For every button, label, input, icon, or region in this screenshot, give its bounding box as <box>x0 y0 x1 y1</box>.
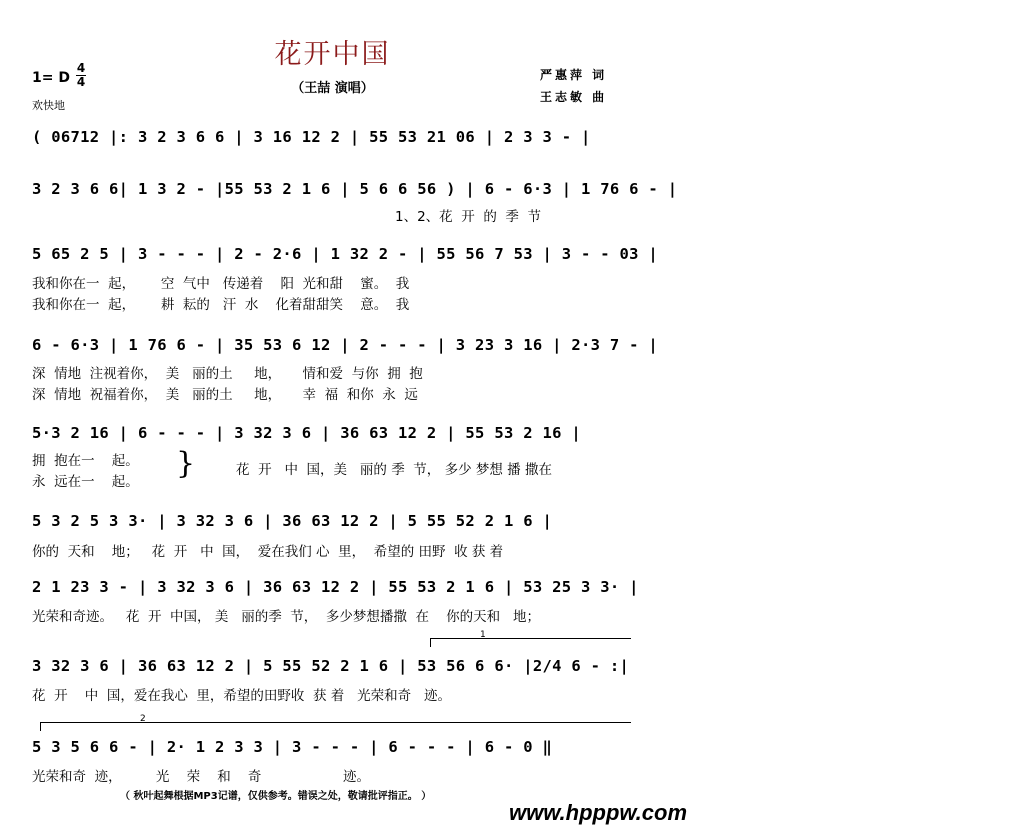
lyric-row-1: 1、2、花 开 的 季 节 <box>395 209 542 225</box>
notation-row-6: 5 3 2 5 3 3· | 3 32 3 6 | 36 63 12 2 | 5 55 52 2 1 6 | <box>32 512 553 530</box>
lyric-row-3a: 深 情地 注视着你， 美 丽的土 地， 情和爱 与你 拥 抱 <box>32 366 423 382</box>
volta-2-number: 2 <box>140 714 146 724</box>
time-signature-bottom: 4 <box>76 75 86 89</box>
lyric-row-2a: 我和你在一 起， 空 气中 传递着 阳 光和甜 蜜。 我 <box>32 276 410 292</box>
notation-row-5: 5·3 2 16 | 6 - - - | 3 32 3 6 | 36 63 12 2 | 55 53 2 16 | <box>32 424 582 442</box>
lyric-brace: } <box>176 446 196 481</box>
notation-row-2: 3 2 3 6 6| 1 3 2 - |55 53 2 1 6 | 5 6 6 56 ) | 6 - 6·3 | 1 76 6 - | <box>32 180 678 198</box>
lyric-row-5: 你的 天和 地； 花 开 中 国， 爱在我们 心 里， 希望的 田野 收 获 着 <box>32 544 504 560</box>
notation-row-4: 6 - 6·3 | 1 76 6 - | 35 53 6 12 | 2 - - - | 3 23 3 16 | 2·3 7 - | <box>32 336 659 354</box>
volta-1-bracket <box>430 638 631 647</box>
lyric-row-4c: 花 开 中 国，美 丽的 季 节， 多少 梦想 播 撒在 <box>236 462 552 478</box>
lyric-row-8: 光荣和奇 迹， 光 荣 和 奇 迹。 <box>32 769 370 785</box>
notation-row-8: 3 32 3 6 | 36 63 12 2 | 5 55 52 2 1 6 | 53 56 6 6· |2/4 6 - :| <box>32 657 630 675</box>
volta-1-number: 1 <box>480 630 486 640</box>
site-watermark: www.hpppw.com <box>509 800 688 825</box>
notation-row-1: ( 06712 |: 3 2 3 6 6 | 3 16 12 2 | 55 53 21 06 | 2 3 3 - | <box>32 128 591 146</box>
song-title: 花开中国 <box>274 39 391 70</box>
transcription-note: （ 秋叶起舞根据MP3记谱，仅供参考。错误之处，敬请批评指正。 ） <box>120 791 432 802</box>
lyric-row-6: 光荣和奇迹。 花 开 中国， 美 丽的季 节， 多少梦想播撒 在 你的天和 地； <box>32 609 540 625</box>
lyric-row-2b: 我和你在一 起， 耕 耘的 汗 水 化着甜甜笑 意。 我 <box>32 297 410 313</box>
key-signature: 1= D <box>32 70 70 86</box>
composer-credit: 王志敏 曲 <box>540 90 608 104</box>
singer-credit: （王喆 演唱） <box>291 81 374 96</box>
tempo-marking: 欢快地 <box>32 99 65 112</box>
time-signature <box>75 62 87 89</box>
time-signature-top: 4 <box>76 61 86 75</box>
notation-row-3: 5 65 2 5 | 3 - - - | 2 - 2·6 | 1 32 2 - | 55 56 7 53 | 3 - - 03 | <box>32 245 659 263</box>
notation-row-7: 2 1 23 3 - | 3 32 3 6 | 36 63 12 2 | 55 53 2 1 6 | 53 25 3 3· | <box>32 578 639 596</box>
lyric-row-4b: 永 远在一 起。 <box>32 474 139 490</box>
lyric-row-4a: 拥 抱在一 起。 <box>32 453 139 469</box>
lyricist-credit: 严惠萍 词 <box>540 68 608 82</box>
lyric-row-3b: 深 情地 祝福着你， 美 丽的土 地， 幸 福 和你 永 远 <box>32 387 418 403</box>
notation-row-9: 5 3 5 6 6 - | 2· 1 2 3 3 | 3 - - - | 6 - - - | 6 - 0 ‖ <box>32 738 553 756</box>
volta-2-bracket <box>40 722 631 731</box>
lyric-row-7: 花 开 中 国，爱在我心 里，希望的田野收 获 着 光荣和奇 迹。 <box>32 688 452 704</box>
